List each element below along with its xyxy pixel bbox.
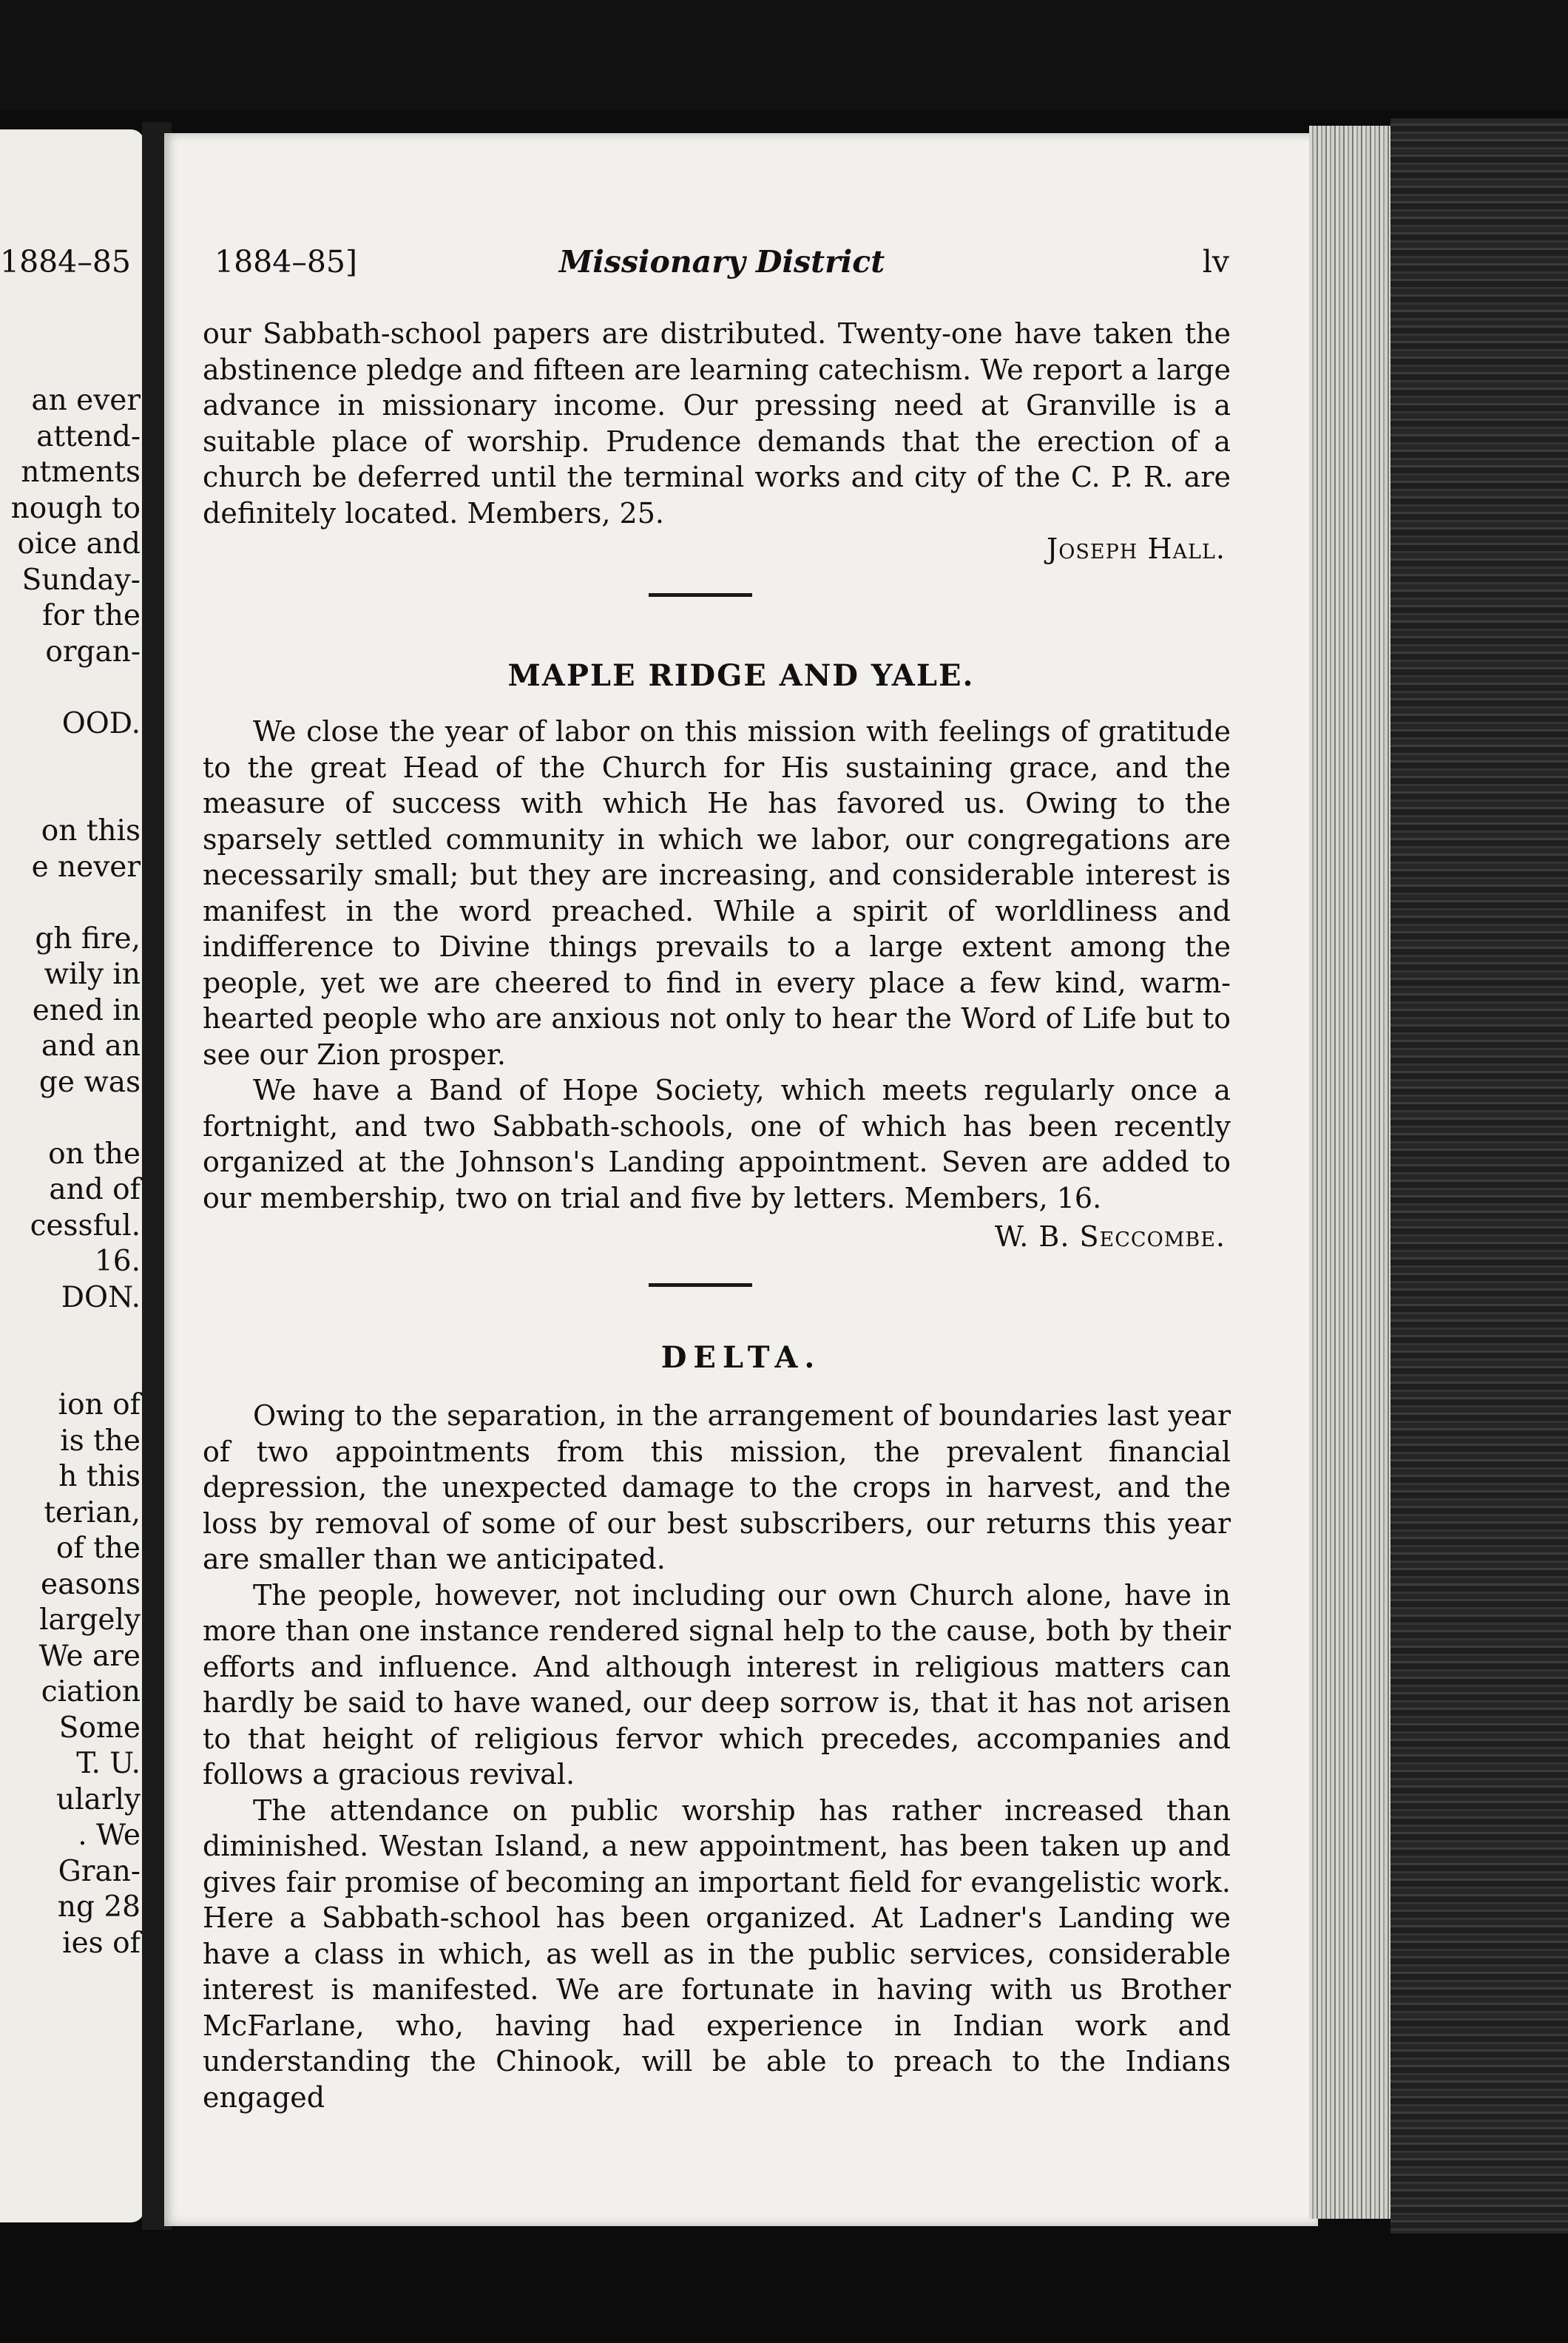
book-cover — [1390, 118, 1568, 2234]
facing-page-line: ies of — [62, 1926, 141, 1960]
facing-page-line: ge was — [38, 1065, 141, 1099]
facing-page-line: wily in — [44, 958, 141, 991]
facing-page-line: of the — [55, 1532, 141, 1565]
facing-page-line: ciation — [41, 1675, 141, 1708]
facing-page-line: nough to — [10, 491, 141, 525]
facing-page-line: Gran- — [58, 1854, 141, 1888]
facing-page-line: gh fire, — [35, 922, 141, 956]
facing-page-line: for the — [42, 599, 141, 632]
facing-page-line: We are — [38, 1639, 141, 1673]
facing-page-line: terian, — [44, 1495, 141, 1529]
maple-ridge-report — [203, 714, 1231, 1216]
section-divider — [649, 593, 752, 597]
facing-page-line: h this — [58, 1460, 141, 1493]
scan-background — [0, 0, 1568, 111]
facing-page-line — [0, 1100, 141, 1137]
facing-page-line: oice and — [17, 527, 141, 561]
facing-page-line: 16. — [94, 1245, 141, 1278]
granville-paragraph: our Sabbath-school papers are distributed. Twenty-one have taken the abstinence pledge and fifteen are learning catechism. We report a large advance in missionary income. Our pressing need at Granville is a suitable place of worship. Prudence demands that the erection of a church be deferred until the terminal works and city of the C. P. R. are definitely located. Members, 25. — [203, 317, 1231, 530]
facing-page-line: largely — [39, 1603, 141, 1637]
facing-page-line: on the — [48, 1137, 141, 1171]
facing-page-line: ng 28 — [57, 1890, 141, 1924]
signature-w-b-seccombe: W. B. Seccombe. — [994, 1220, 1226, 1253]
facing-page-header: 1884–85 — [0, 244, 132, 280]
maple-ridge-paragraph: We close the year of labor on this mission with feelings of gratitude to the great Head of the Church for His sustaining grace, and the measure of success with which He has favored us. Owing to the sparsely settled community in which we labor, our congregations are necessarily small; but they are increasing, and considerable interest is manifest in the word preached. While a spirit of worldliness and indifference to Divine things prevails to a large extent among the people, yet we are cheered to find in every place a few kind, warm-hearted people who are anxious not only to hear the Word of Life but to see our Zion prosper. — [203, 715, 1231, 1071]
facing-page-line: ion of — [58, 1388, 141, 1421]
granville-report — [203, 316, 1231, 531]
facing-page-line: Sunday- — [21, 563, 141, 597]
facing-page-line: DON. — [61, 1280, 141, 1314]
facing-page-line: ntments — [21, 456, 141, 489]
delta-paragraph: The attendance on public worship has rather increased than diminished. Westan Island, a new appointment, has been taken up and gives fair promise of becoming an important field for evangelistic work. Here a Sabbath-school has been organized. At Ladner's Landing we have a class in which, as well as in the public services, considerable interest is manifested. We are fortunate in having with us Brother McFarlane, who, having had experience in Indian work and understanding the Chinook, will be able to preach to the Indians engaged — [203, 1793, 1231, 2114]
facing-page-line: T. U. — [76, 1747, 141, 1780]
facing-page — [0, 129, 144, 2222]
facing-page-line: ularly — [56, 1782, 141, 1816]
delta-report — [203, 1398, 1231, 2115]
facing-page-line: cessful. — [30, 1208, 141, 1242]
facing-page-lines — [0, 383, 141, 1961]
maple-ridge-paragraph: We have a Band of Hope Society, which meets regularly once a fortnight, and two Sabbath-schools, one of which has been recently organized at the Johnson's Landing appointment. Seven are added to our membership, two on trial and five by letters. Members, 16. — [203, 1074, 1231, 1214]
facing-page-line: is the — [60, 1424, 141, 1458]
facing-page-line: OOD. — [61, 706, 141, 740]
section-divider — [649, 1283, 752, 1287]
facing-page-line — [0, 885, 141, 922]
book-page — [164, 133, 1318, 2226]
delta-paragraph: The people, however, not including our own Church alone, have in more than one instance rendered signal help to the cause, both by their efforts and influence. And although interest in religious matters can hardly be said to have waned, our deep sorrow is, that it has not arisen to that height of religious fervor which precedes, accompanies and follows a gracious revival. — [203, 1578, 1231, 1791]
facing-page-line — [0, 778, 141, 814]
facing-page-line — [0, 1352, 141, 1388]
delta-paragraph: Owing to the separation, in the arrangement of boundaries last year of two appointments from this mission, the prevalent financial depression, the unexpected damage to the crops in harvest, and the loss by removal of some of our best subscribers, our returns this year are smaller than we anticipated. — [203, 1399, 1231, 1575]
running-head-years: 1884–85] — [214, 244, 358, 280]
facing-page-line: ened in — [32, 993, 141, 1027]
facing-page-line: on this — [41, 814, 141, 848]
facing-page-line: an ever — [31, 384, 141, 417]
facing-page-line: e never — [31, 850, 141, 884]
facing-page-line: and of — [49, 1173, 141, 1206]
facing-page-line: . We — [78, 1819, 141, 1852]
page-number: lv — [1202, 244, 1229, 280]
facing-page-line — [0, 1316, 141, 1352]
facing-page-line: and an — [41, 1030, 141, 1063]
signature-joseph-hall: Joseph Hall. — [1047, 532, 1226, 565]
heading-delta: DELTA. — [660, 1340, 822, 1375]
page-edges — [1309, 126, 1398, 2219]
facing-page-line: organ- — [45, 635, 141, 669]
facing-page-line — [0, 670, 141, 706]
heading-maple-ridge: MAPLE RIDGE AND YALE. — [507, 658, 975, 693]
facing-page-line: Some — [58, 1711, 141, 1745]
running-head — [214, 244, 1229, 288]
facing-page-line: easons — [41, 1567, 141, 1601]
running-head-title: Missionary District — [558, 244, 885, 280]
facing-page-line — [0, 742, 141, 778]
facing-page-line: attend- — [36, 419, 141, 453]
